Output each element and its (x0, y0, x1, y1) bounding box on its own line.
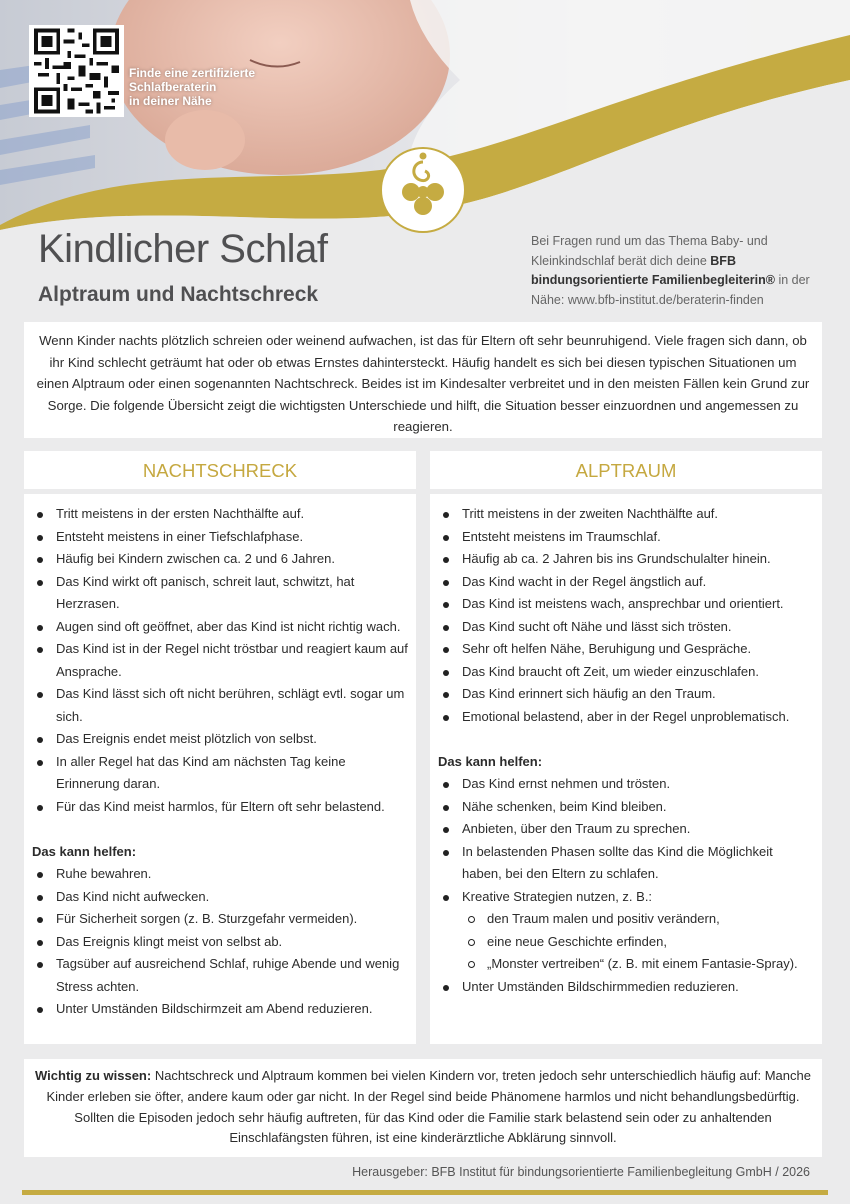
bottom-bar (0, 1190, 850, 1204)
list-item: Unter Umständen Bildschirmmedien reduzieren. (438, 976, 814, 999)
list-item: Für das Kind meist harmlos, für Eltern oft sehr belastend. (32, 796, 408, 819)
important-note-label: Wichtig zu wissen: (35, 1068, 152, 1083)
sub-list-item: den Traum malen und positiv verändern, (462, 908, 814, 931)
list-item: Das Kind erinnert sich häufig an den Traum. (438, 683, 814, 706)
list-item: Tritt meistens in der zweiten Nachthälfte auf. (438, 503, 814, 526)
list-item: Entsteht meistens in einer Tiefschlafphase. (32, 526, 408, 549)
list-item: Das Kind wacht in der Regel ängstlich auf. (438, 571, 814, 594)
sub-list-item: eine neue Geschichte erfinden, (462, 931, 814, 954)
list-item: Tagsüber auf ausreichend Schlaf, ruhige Abende und wenig Stress achten. (32, 953, 408, 998)
list-item: Ruhe bewahren. (32, 863, 408, 886)
important-note-text: Nachtschreck und Alptraum kommen bei vielen Kindern vor, treten jedoch sehr unterschiedlich häufig auf: Manche Kinder erleben sie öfter, andere kaum oder gar nicht. In der Regel sind beide Phänomene harmlos und nicht behandlungsbedürftig. Sollten die Episoden jedoch sehr häufig auftreten, für das Kind oder die Familie stark belastend sein oder zu anhaltenden Einschlafängsten führen, ist eine kinderärztliche Abklärung sinnvoll. (46, 1068, 811, 1146)
list-item: Das Kind wirkt oft panisch, schreit laut, schwitzt, hat Herzrasen. (32, 571, 408, 616)
list-item-with-sublist (438, 886, 814, 976)
alptraum-heading: ALPTRAUM (430, 451, 822, 489)
page-title: Kindlicher Schlaf (38, 227, 328, 271)
list-item: Entsteht meistens im Traumschlaf. (438, 526, 814, 549)
nachtschreck-column (24, 494, 416, 1044)
contact-info-link-text: in der Nähe: www.bfb-institut.de/beraterin-finden (531, 273, 810, 307)
list-item: Für Sicherheit sorgen (z. B. Sturzgefahr vermeiden). (32, 908, 408, 931)
sub-list-item: „Monster vertreiben“ (z. B. mit einem Fantasie-Spray). (462, 953, 814, 976)
list-item: Nähe schenken, beim Kind bleiben. (438, 796, 814, 819)
list-item: Häufig ab ca. 2 Jahren bis ins Grundschulalter hinein. (438, 548, 814, 571)
list-item: In belastenden Phasen sollte das Kind die Möglichkeit haben, bei den Eltern zu schlafen. (438, 841, 814, 886)
gold-bottom-line (22, 1190, 828, 1195)
list-item: Augen sind oft geöffnet, aber das Kind ist nicht richtig wach. (32, 616, 408, 639)
list-item: Das Ereignis endet meist plötzlich von selbst. (32, 728, 408, 751)
list-item: Tritt meistens in der ersten Nachthälfte auf. (32, 503, 408, 526)
list-item: Das Kind nicht aufwecken. (32, 886, 408, 909)
qr-code[interactable] (29, 25, 124, 117)
list-item: Sehr oft helfen Nähe, Beruhigung und Gespräche. (438, 638, 814, 661)
list-item: Das Kind ist meistens wach, ansprechbar und orientiert. (438, 593, 814, 616)
alptraum-help-list (438, 773, 814, 998)
list-item: Das Kind sucht oft Nähe und lässt sich trösten. (438, 616, 814, 639)
intro-text: Wenn Kinder nachts plötzlich schreien oder weinend aufwachen, ist das für Eltern oft sehr beunruhigend. Viele fragen sich dann, ob ihr Kind schlecht geträumt hat oder ob etwas Ernstes dahintersteckt. Häufig handelt es sich bei diesen typischen Situationen um einen Alptraum oder einen sogenannten Nachtschreck. Beides ist im Kindesalter verbreitet und in den meisten Fällen kein Grund zur Sorge. Die folgende Übersicht zeigt die wichtigsten Unterschiede und hilft, die Situation besser einzuordnen und angemessen zu reagieren. (24, 322, 822, 438)
list-item: Das Ereignis klingt meist von selbst ab. (32, 931, 408, 954)
list-item: Emotional belastend, aber in der Regel unproblematisch. (438, 706, 814, 729)
list-item: Häufig bei Kindern zwischen ca. 2 und 6 Jahren. (32, 548, 408, 571)
alptraum-list (438, 503, 814, 728)
list-item: Das Kind ernst nehmen und trösten. (438, 773, 814, 796)
important-note (24, 1059, 822, 1157)
page-subtitle: Alptraum und Nachtschreck (38, 283, 319, 306)
list-item: Das Kind ist in der Regel nicht tröstbar und reagiert kaum auf Ansprache. (32, 638, 408, 683)
alptraum-column (430, 494, 822, 1044)
help-title: Das kann helfen: (438, 753, 543, 769)
list-item: Das Kind braucht oft Zeit, um wieder einzuschlafen. (438, 661, 814, 684)
nachtschreck-heading: NACHTSCHRECK (24, 451, 416, 489)
list-item: Unter Umständen Bildschirmzeit am Abend reduzieren. (32, 998, 408, 1021)
creative-strategies-sublist (462, 908, 814, 976)
nachtschreck-help-list (32, 863, 408, 1021)
qr-caption: Finde eine zertifizierte Schlafberaterin in deiner Nähe (129, 66, 256, 108)
logo-icon (378, 142, 468, 238)
list-item: Anbieten, über den Traum zu sprechen. (438, 818, 814, 841)
list-item: Das Kind lässt sich oft nicht berühren, schlägt evtl. sogar um sich. (32, 683, 408, 728)
nachtschreck-list (32, 503, 408, 818)
list-item: In aller Regel hat das Kind am nächsten Tag keine Erinnerung daran. (32, 751, 408, 796)
list-item-text: Kreative Strategien nutzen, z. B.: (462, 888, 653, 904)
contact-info (531, 232, 821, 310)
contact-info-bold: BFB bindungsorientierte Familienbegleiterin® (531, 253, 775, 287)
contact-info-text: Bei Fragen rund um das Thema Baby- und Kleinkindschlaf berät dich deine (531, 234, 768, 268)
publisher-footer: Herausgeber: BFB Institut für bindungsorientierte Familienbegleitung GmbH / 2026 (352, 1165, 810, 1179)
help-title: Das kann helfen: (32, 843, 137, 859)
